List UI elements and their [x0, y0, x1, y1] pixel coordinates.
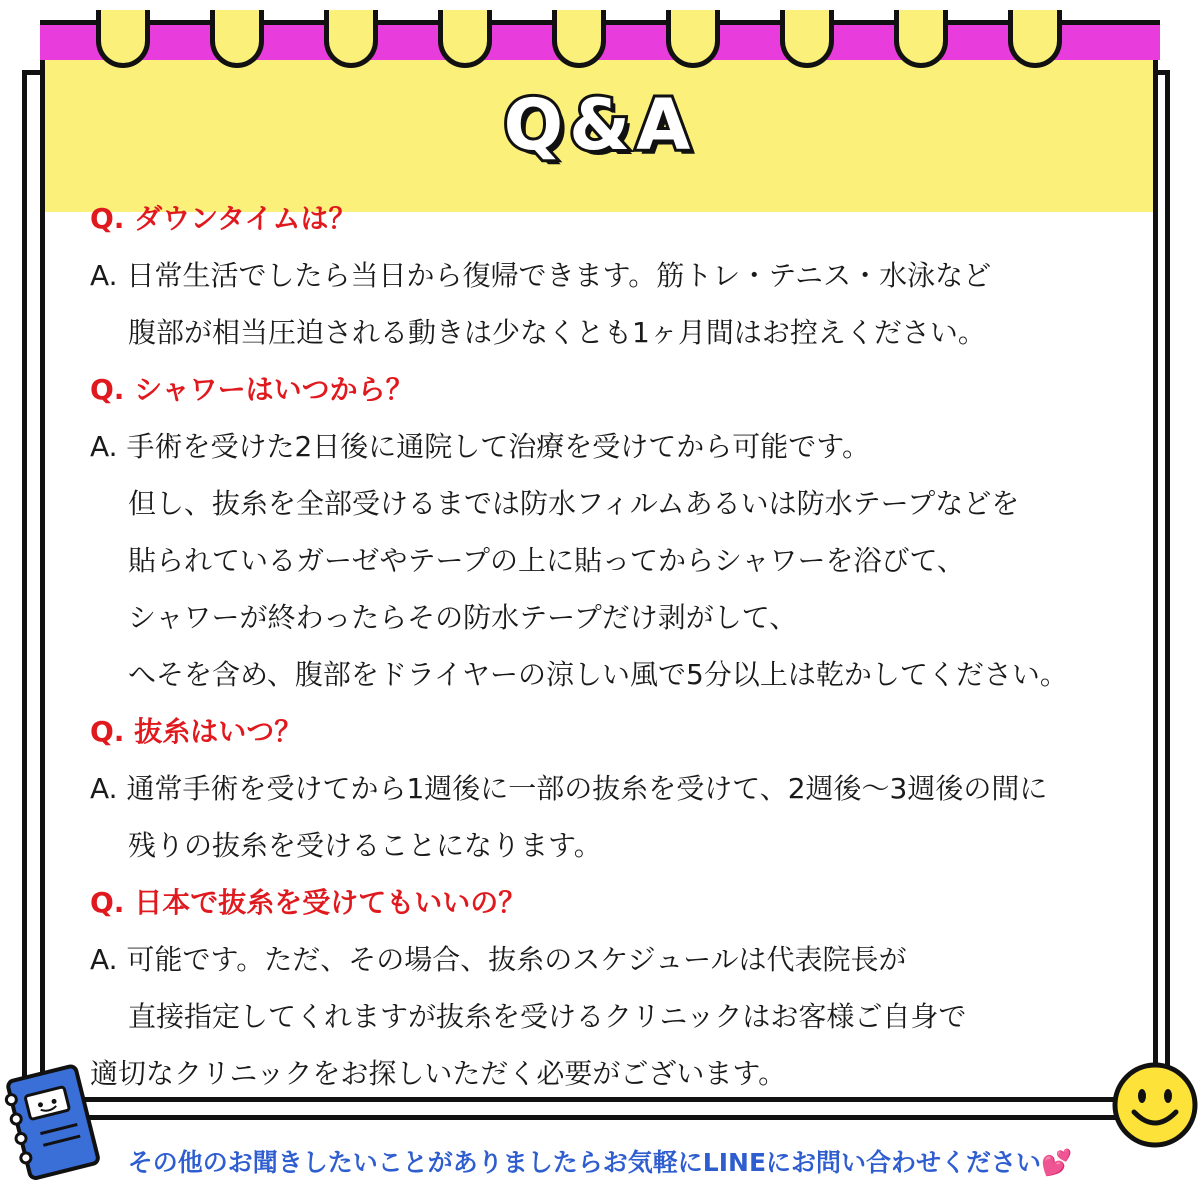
- binding-ring: [1008, 10, 1062, 68]
- answer-line: 残りの抜糸を受けることになります。: [128, 829, 602, 862]
- answer-line: A. 日常生活でしたら当日から復帰できます。筋トレ・テニス・水泳など: [90, 259, 992, 292]
- qa-list: [90, 190, 1140, 1102]
- answer-line: 直接指定してくれますが抜糸を受けるクリニックはお客様ご自身で: [128, 1000, 967, 1033]
- footer-note: [0, 1143, 1200, 1179]
- page-title: Q&A: [503, 84, 697, 166]
- heart-icon: 💕: [1041, 1148, 1073, 1177]
- binding-ring: [666, 10, 720, 68]
- binding-ring: [894, 10, 948, 68]
- binding-ring: [210, 10, 264, 68]
- smiley-face-icon: [1110, 1060, 1200, 1150]
- binding-ring: [324, 10, 378, 68]
- answer-line: 貼られているガーゼやテープの上に貼ってからシャワーを浴びて、: [128, 544, 965, 577]
- answer-line: 腹部が相当圧迫される動きは少なくとも1ヶ月間はお控えください。: [128, 316, 986, 349]
- answer-line: A. 可能です。ただ、その場合、抜糸のスケジュールは代表院長が: [90, 943, 907, 976]
- answer-line: 適切なクリニックをお探しいただく必要がございます。: [90, 1057, 787, 1090]
- binding-ring: [438, 10, 492, 68]
- binding-ring: [96, 10, 150, 68]
- binding-ring: [780, 10, 834, 68]
- question: Q. ダウンタイムは？: [90, 202, 357, 235]
- binding-ring: [552, 10, 606, 68]
- question: Q. シャワーはいつから？: [90, 373, 414, 406]
- footer-text: その他のお聞きしたいことがありましたらお気軽にLINEにお問い合わせください: [127, 1148, 1042, 1177]
- answer-line: A. 手術を受けた2日後に通院して治療を受けてから可能です。: [90, 430, 871, 463]
- answer-line: シャワーが終わったらその防水テープだけ剥がして、: [128, 601, 798, 634]
- answer-line: A. 通常手術を受けてから1週後に一部の抜糸を受けて、2週後〜3週後の間に: [90, 772, 1048, 805]
- answer-line: へそを含め、腹部をドライヤーの涼しい風で5分以上は乾かしてください。: [128, 658, 1068, 691]
- question: Q. 日本で抜糸を受けてもいいの？: [90, 886, 527, 919]
- notebook-icon: [0, 1050, 110, 1190]
- answer-line: 但し、抜糸を全部受けるまでは防水フィルムあるいは防水テープなどを: [128, 487, 1020, 520]
- question: Q. 抜糸はいつ？: [90, 715, 303, 748]
